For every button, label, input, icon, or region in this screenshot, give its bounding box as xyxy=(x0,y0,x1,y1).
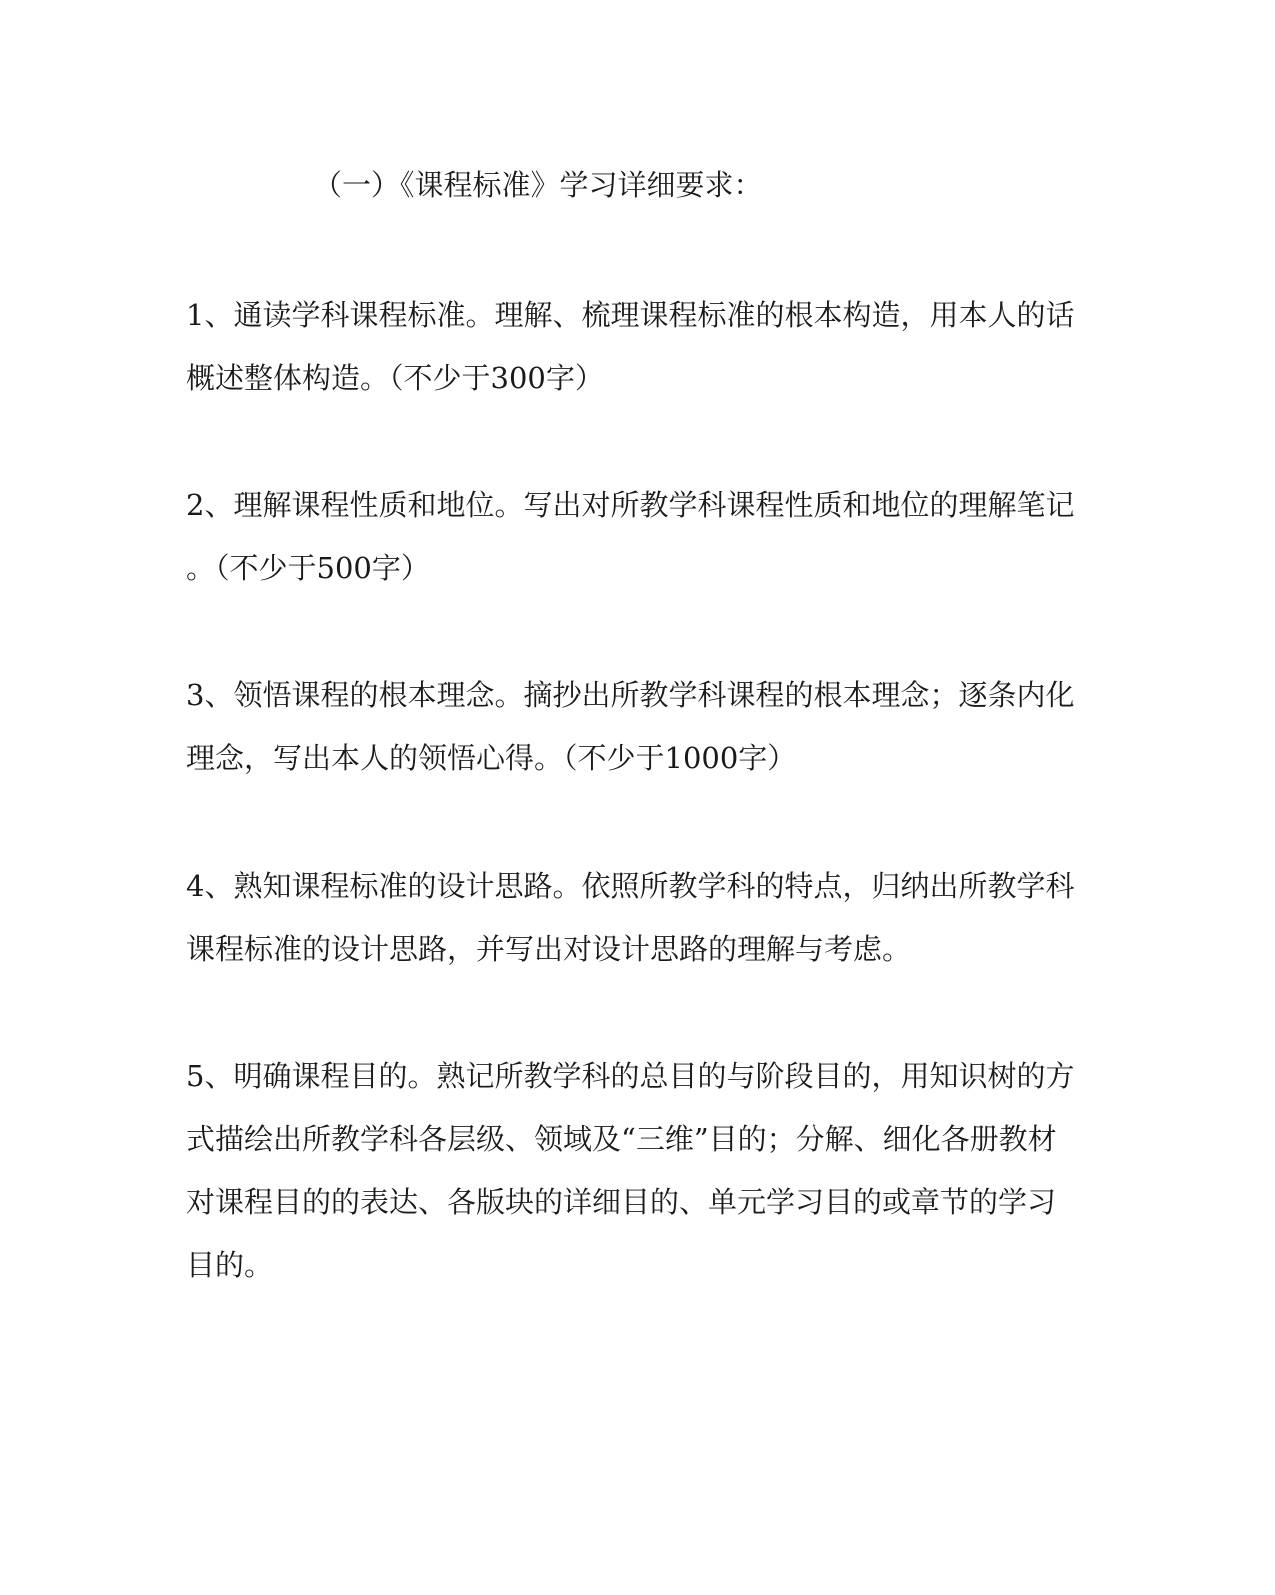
section-heading: （一）《课程标准》学习详细要求： xyxy=(313,168,763,202)
paragraph-line: 对课程目的的表达、各版块的详细目的、单元学习目的或章节的学习 xyxy=(186,1185,1057,1219)
paragraph-line: 1、通读学科课程标准。理解、梳理课程标准的根本构造，用本人的话 xyxy=(186,298,1075,332)
paragraph-line: 理念，写出本人的领悟心得。（不少于1000字） xyxy=(186,741,797,775)
paragraph-line: 式描绘出所教学科各层级、领域及“三维”目的；分解、细化各册教材 xyxy=(186,1122,1057,1156)
paragraph-line: 2、理解课程性质和地位。写出对所教学科课程性质和地位的理解笔记 xyxy=(186,488,1075,522)
requirement-item-5 xyxy=(186,1045,1075,1297)
requirement-item-3 xyxy=(186,664,1075,790)
requirement-item-4 xyxy=(186,855,1075,981)
paragraph-line: 课程标准的设计思路，并写出对设计思路的理解与考虑。 xyxy=(186,932,912,966)
paragraph-line: 概述整体构造。（不少于300字） xyxy=(186,361,604,395)
paragraph-line: 4、熟知课程标准的设计思路。依照所教学科的特点，归纳出所教学科 xyxy=(186,869,1075,903)
paragraph-line: 目的。 xyxy=(186,1248,274,1282)
requirement-item-2 xyxy=(186,474,1075,600)
paragraph-line: 。（不少于500字） xyxy=(186,551,430,585)
paragraph-line: 3、领悟课程的根本理念。摘抄出所教学科课程的根本理念；逐条内化 xyxy=(186,678,1075,712)
requirement-item-1 xyxy=(186,284,1075,410)
paragraph-line: 5、明确课程目的。熟记所教学科的总目的与阶段目的，用知识树的方 xyxy=(186,1059,1075,1093)
